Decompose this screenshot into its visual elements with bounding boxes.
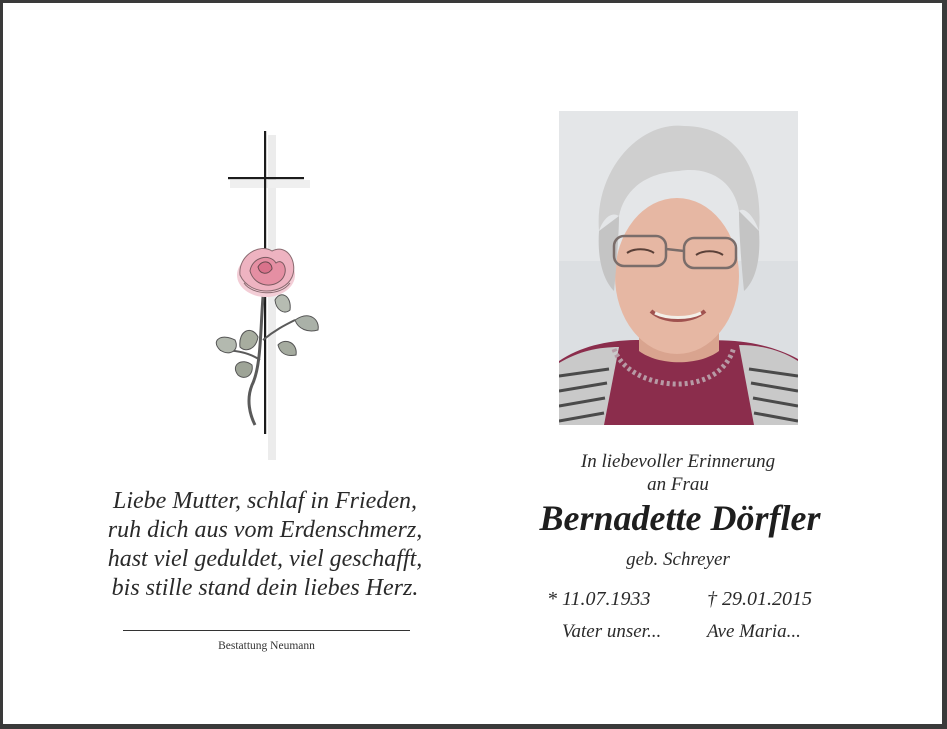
- cross-with-rose-icon: [200, 125, 340, 465]
- poem-line: Liebe Mutter, schlaf in Frieden,: [113, 488, 417, 514]
- undertaker-name: Bestattung Neumann: [218, 640, 315, 652]
- poem-line: bis stille stand dein liebes Herz.: [111, 575, 419, 601]
- maiden-name: geb. Schreyer: [626, 549, 730, 570]
- memorial-poem: [80, 487, 450, 603]
- poem-line: ruh dich aus vom Erdenschmerz,: [107, 517, 423, 543]
- prayer-text: Ave Maria...: [707, 621, 801, 642]
- memorial-intro: [540, 450, 816, 496]
- deceased-name: Bernadette Dörfler: [539, 498, 821, 538]
- intro-line: In liebevoller Erinnerung: [580, 451, 776, 472]
- birth-date: * 11.07.1933: [547, 588, 651, 610]
- portrait-photo: [559, 111, 798, 425]
- death-date: † 29.01.2015: [707, 588, 812, 610]
- poem-line: hast viel geduldet, viel geschafft,: [107, 546, 423, 572]
- divider: [123, 630, 410, 631]
- intro-line: an Frau: [647, 474, 709, 495]
- prayer-text: Vater unser...: [562, 621, 662, 642]
